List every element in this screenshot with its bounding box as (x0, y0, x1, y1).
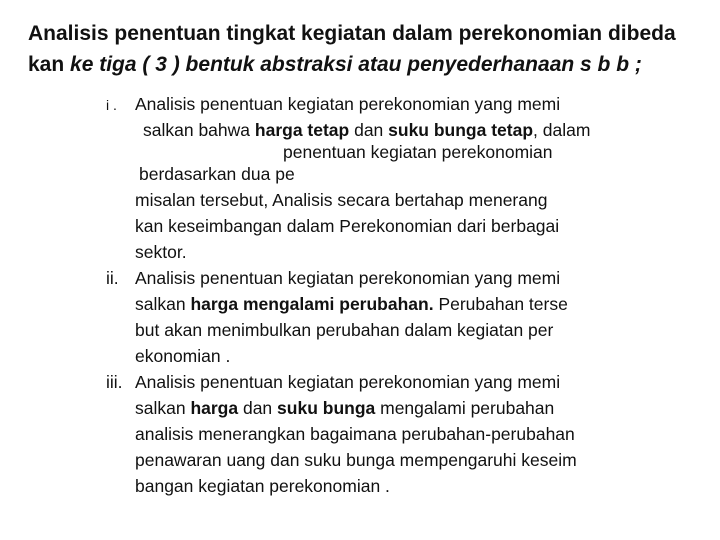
item-2-line-2-text-b: Perubahan terse (433, 294, 568, 314)
item-3-line-1: Analisis penentuan kegiatan perekonomian yang memi (135, 372, 561, 392)
slide-heading (28, 18, 708, 80)
item-3-line-3: analisis menerangkan bagaimana perubahan-perubahan (135, 424, 575, 444)
item-3-line-2-text-b: dan (238, 398, 278, 418)
item-1-line-3: penentuan kegiatan perekonomian (283, 142, 553, 162)
item-2-line-3: but akan menimbulkan perubahan dalam kegiatan per (135, 320, 554, 340)
item-2-marker: ii. (106, 268, 119, 288)
item-3-line-2 (135, 395, 554, 421)
heading-line-1: Analisis penentuan tingkat kegiatan dalam perekonomian dibeda (28, 22, 676, 45)
item-1-line-5: misalan tersebut, Analisis secara bertahap menerang (135, 190, 548, 210)
item-2-line-2 (135, 291, 568, 317)
item-1-line-7: sektor. (135, 242, 187, 262)
item-3-bold-harga: harga (190, 398, 239, 418)
item-3-marker: iii. (106, 372, 123, 392)
item-2-line-2-text: salkan (135, 294, 191, 314)
item-3-line-4: penawaran uang dan suku bunga mempengaruhi keseim (135, 450, 577, 470)
heading-line-2-italic: ke tiga ( 3 ) bentuk abstraksi atau penyederhanaan s b b ; (70, 53, 642, 76)
item-1-line-4: berdasarkan dua pe (139, 164, 295, 184)
item-1-line-2-text-b: dan (349, 120, 389, 140)
item-1-bold-suku-bunga-tetap: suku bunga tetap (388, 120, 534, 140)
item-2-line-1: Analisis penentuan kegiatan perekonomian yang memi (135, 268, 561, 288)
item-1-line-2-text: salkan bahwa (143, 120, 255, 140)
item-3-bold-suku-bunga: suku bunga (277, 398, 376, 418)
item-1-line-6: kan keseimbangan dalam Perekonomian dari berbagai (135, 216, 560, 236)
heading-line-2 (28, 49, 708, 80)
item-2-bold-harga-mengalami-perubahan: harga mengalami perubahan. (190, 294, 434, 314)
item-1-bold-harga-tetap: harga tetap (254, 120, 350, 140)
item-3-line-2-text: salkan (135, 398, 191, 418)
item-3-line-5: bangan kegiatan perekonomian . (135, 476, 390, 496)
item-1-line-2-text-c: , dalam (533, 120, 591, 140)
item-1-marker: i . (106, 97, 117, 113)
item-3-line-2-text-c: mengalami perubahan (375, 398, 555, 418)
item-2-line-4: ekonomian . (135, 346, 231, 366)
heading-line-2-normal: kan (28, 53, 71, 76)
item-1-line-1: Analisis penentuan kegiatan perekonomian yang memi (135, 94, 561, 114)
